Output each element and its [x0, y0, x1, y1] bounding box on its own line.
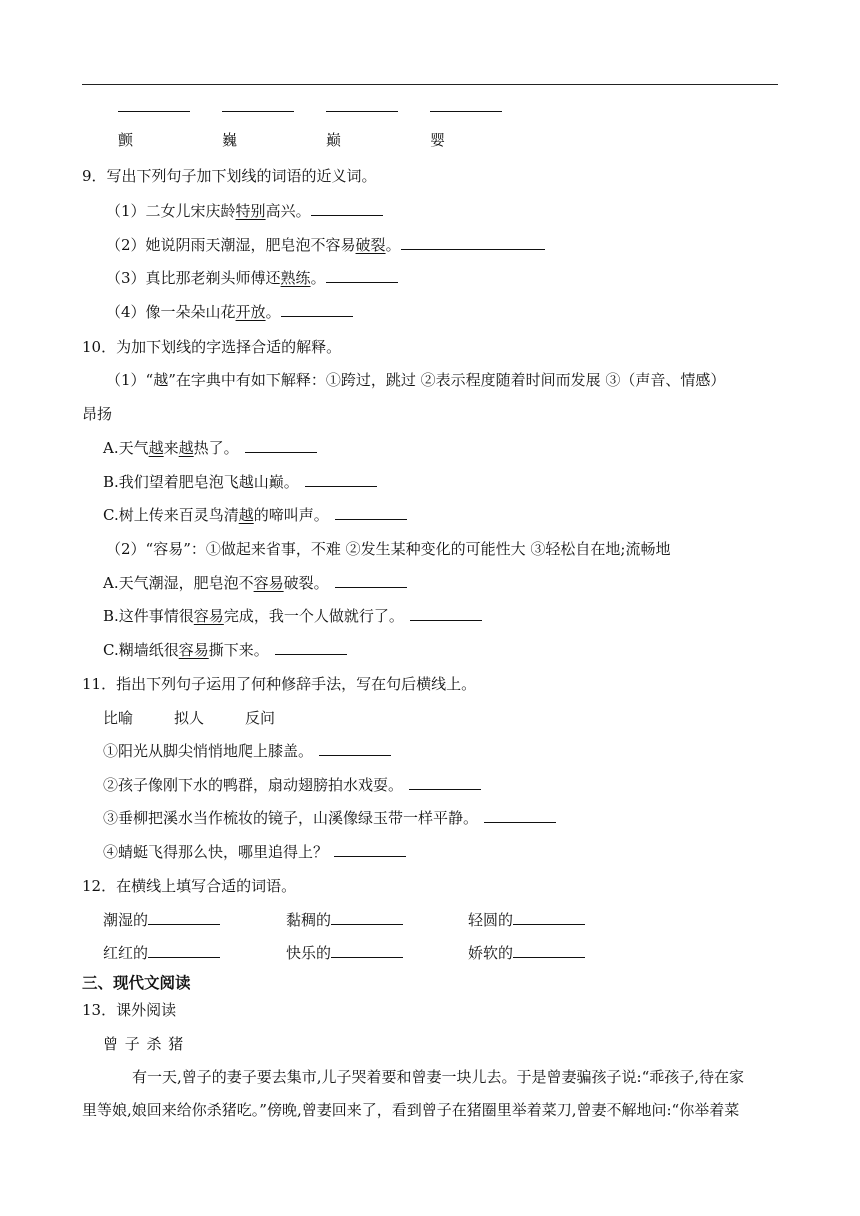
- answer-blank[interactable]: [311, 201, 383, 216]
- answer-blank[interactable]: [148, 910, 220, 925]
- section-heading: 三、现代文阅读: [82, 974, 191, 992]
- option: 拟人: [174, 709, 205, 727]
- answer-blank[interactable]: [326, 268, 398, 283]
- char: 巍: [222, 131, 238, 149]
- q11-item: ②孩子像刚下水的鸭群，扇动翅膀拍水戏耍。: [103, 775, 481, 795]
- q9-title: 9．写出下列句子加下划线的词语的近义词。: [82, 167, 377, 185]
- answer-blank[interactable]: [118, 97, 190, 112]
- answer-blank[interactable]: [326, 97, 398, 112]
- q9-item: （2）她说阴雨天潮湿，肥皂泡不容易破裂。: [106, 235, 545, 255]
- q9-item: （1）二女儿宋庆龄特别高兴。: [106, 201, 383, 221]
- q12-row: 黏稠的: [286, 910, 403, 930]
- q8-chars: [118, 130, 445, 150]
- q10-item: A.天气越来越热了。: [103, 438, 317, 458]
- q12-row: 快乐的: [286, 943, 403, 963]
- answer-blank[interactable]: [281, 302, 353, 317]
- q9-item: （4）像一朵朵山花开放。: [106, 302, 353, 322]
- q10-title: 10．为加下划线的字选择合适的解释。: [82, 338, 342, 356]
- answer-blank[interactable]: [331, 910, 403, 925]
- story-paragraph-line: 里等娘,娘回来给你杀猪吃。”傍晚,曾妻回来了，看到曾子在猪圈里举着菜刀,曾妻不解地问:“你举着菜: [82, 1101, 740, 1119]
- q13-title: 13．课外阅读: [82, 1001, 177, 1019]
- answer-blank[interactable]: [275, 640, 347, 655]
- answer-blank[interactable]: [334, 842, 406, 857]
- option: 比喻: [103, 709, 134, 727]
- answer-blank[interactable]: [331, 943, 403, 958]
- story-paragraph-line: 有一天,曾子的妻子要去集市,儿子哭着要和曾妻一块儿去。于是曾妻骗孩子说:“乖孩子,待在家: [132, 1068, 745, 1086]
- answer-blank[interactable]: [513, 910, 585, 925]
- q12-row: 红红的: [103, 943, 220, 963]
- char: 颤: [118, 131, 134, 149]
- answer-blank[interactable]: [484, 808, 556, 823]
- q12-row: 潮湿的: [103, 910, 220, 930]
- header-rule: [82, 84, 778, 85]
- answer-blank[interactable]: [222, 97, 294, 112]
- q11-item: ④蜻蜓飞得那么快，哪里追得上？: [103, 842, 406, 862]
- answer-blank[interactable]: [335, 573, 407, 588]
- answer-blank[interactable]: [410, 606, 482, 621]
- q12-title: 12．在横线上填写合适的词语。: [82, 877, 297, 895]
- q9-item: （3）真比那老剃头师傅还熟练。: [106, 268, 398, 288]
- q10-item: B.这件事情很容易完成，我一个人做就行了。: [103, 606, 482, 626]
- q10-item: C.树上传来百灵鸟清越的啼叫声。: [103, 505, 407, 525]
- q12-row: 娇软的: [468, 943, 585, 963]
- answer-blank[interactable]: [305, 472, 377, 487]
- answer-blank[interactable]: [335, 505, 407, 520]
- q11-options: [103, 708, 275, 728]
- q10-item: A.天气潮湿，肥皂泡不容易破裂。: [103, 573, 407, 593]
- q10-part2-definitions: （2）“容易”：①做起来省事，不难 ②发生某种变化的可能性大 ③轻松自在地;流畅地: [106, 540, 671, 558]
- q11-item: ①阳光从脚尖悄悄地爬上膝盖。: [103, 741, 391, 761]
- q11-title: 11．指出下列句子运用了何种修辞手法，写在句后横线上。: [82, 675, 477, 693]
- answer-blank[interactable]: [319, 741, 391, 756]
- answer-blank[interactable]: [513, 943, 585, 958]
- answer-blank[interactable]: [430, 97, 502, 112]
- q10-item: B.我们望着肥皂泡飞越山巅。: [103, 472, 377, 492]
- story-title: 曾 子 杀 猪: [103, 1035, 185, 1053]
- answer-blank[interactable]: [148, 943, 220, 958]
- answer-blank[interactable]: [409, 775, 481, 790]
- q10-part1-definitions: （1）“越”在字典中有如下解释：①跨过，跳过 ②表示程度随着时间而发展 ③（声音、情感）: [106, 371, 726, 389]
- answer-blank[interactable]: [245, 438, 317, 453]
- q10-item: C.糊墙纸很容易撕下来。: [103, 640, 347, 660]
- char: 巅: [326, 131, 342, 149]
- option: 反问: [245, 709, 276, 727]
- answer-blank[interactable]: [401, 235, 545, 250]
- q12-row: 轻圆的: [468, 910, 585, 930]
- q10-part1-definitions-cont: 昂扬: [82, 405, 113, 423]
- q8-blanks: [118, 97, 502, 117]
- q11-item: ③垂柳把溪水当作梳妆的镜子，山溪像绿玉带一样平静。: [103, 808, 556, 828]
- char: 婴: [430, 131, 446, 149]
